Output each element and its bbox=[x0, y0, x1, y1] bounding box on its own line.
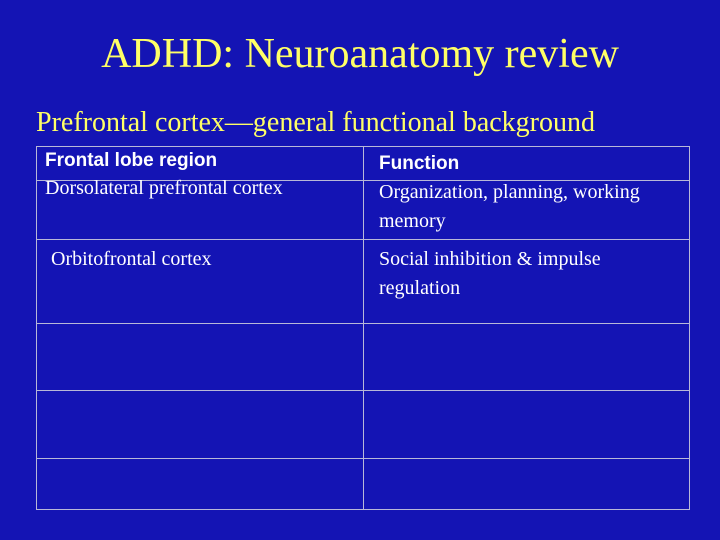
column-divider bbox=[363, 147, 364, 509]
cell-region-orbitofrontal: Orbitofrontal cortex bbox=[51, 248, 212, 270]
cell-region-dorsolateral: Dorsolateral prefrontal cortex bbox=[45, 177, 283, 199]
cell-function-dorsolateral: Organization, planning, working memory bbox=[379, 181, 640, 232]
row-divider bbox=[37, 390, 689, 391]
header-function: Function bbox=[379, 153, 460, 174]
row-divider bbox=[37, 458, 689, 459]
row-divider bbox=[37, 239, 689, 240]
row-divider bbox=[37, 323, 689, 324]
slide-title: ADHD: Neuroanatomy review bbox=[101, 31, 619, 77]
region-function-table bbox=[36, 146, 690, 510]
slide-subtitle: Prefrontal cortex—general functional background bbox=[36, 107, 596, 138]
cell-function-orbitofrontal: Social inhibition & impulse regulation bbox=[379, 248, 601, 299]
header-region: Frontal lobe region bbox=[45, 150, 218, 171]
